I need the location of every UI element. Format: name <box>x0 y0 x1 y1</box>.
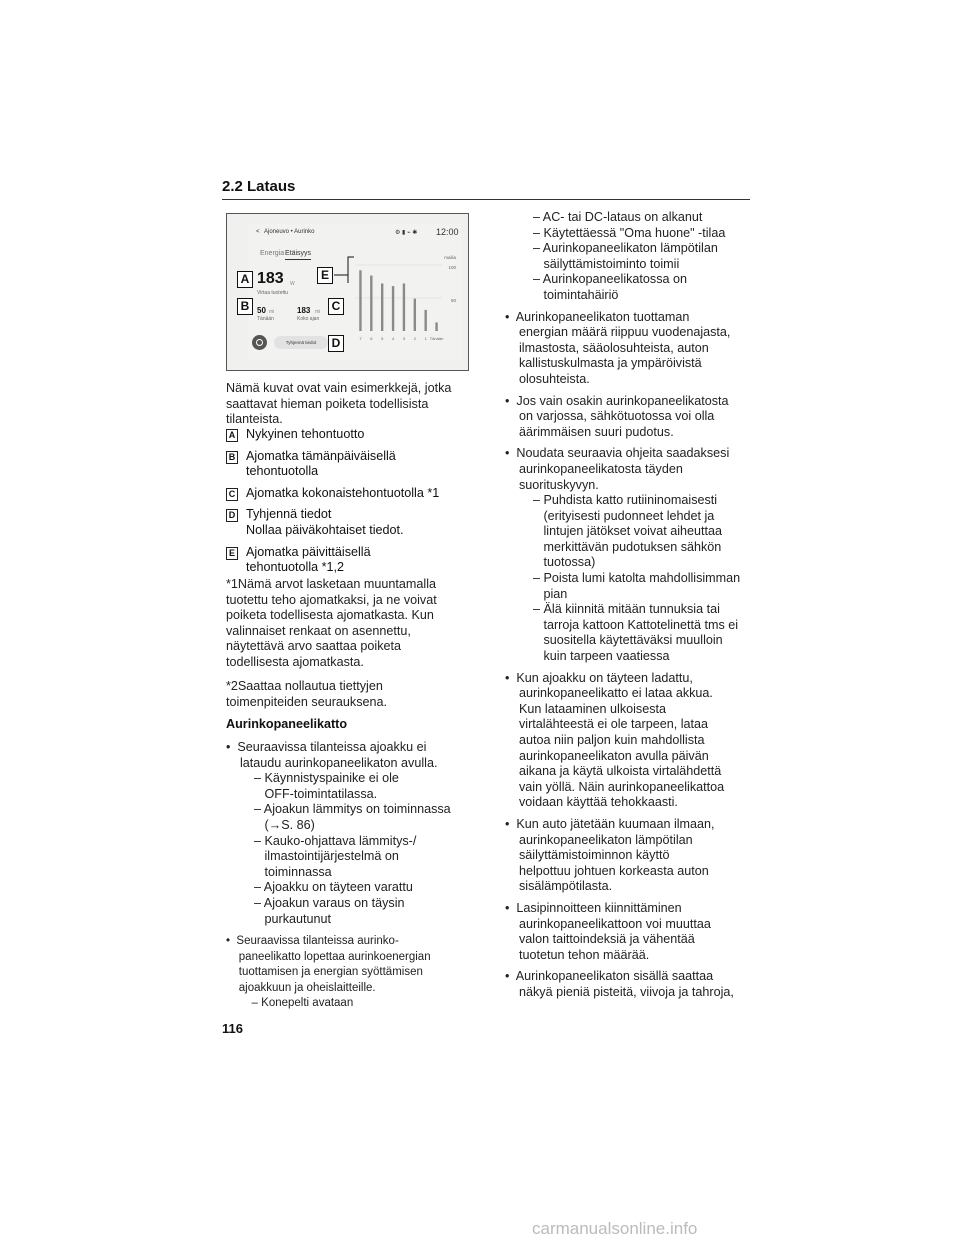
footnote-line: näytettävä arvo saattaa poiketa <box>226 639 402 654</box>
legend-item <box>226 545 476 576</box>
screen-topbar <box>248 223 461 243</box>
callout-d: D <box>328 335 344 352</box>
tab-energia[interactable]: Energia <box>260 250 285 257</box>
footnote-1 <box>226 577 476 671</box>
list-line: energian määrä riippuu vuodenajasta, <box>505 325 731 340</box>
bar <box>370 276 372 331</box>
list-line: Kun lataaminen ulkoisesta <box>505 701 667 716</box>
callout-e: E <box>317 267 333 284</box>
list-line: virtalähteestä ei ole tarpeen, lataa <box>505 717 709 732</box>
today-distance-label: Tänään <box>257 316 274 322</box>
legend-list <box>226 427 476 582</box>
list-line: näkyä pieniä pisteitä, viivoja ja tahroja, <box>505 984 734 999</box>
list-line: • Lasipinnoitteen kiinnittäminen <box>505 900 682 915</box>
footnote-line: *2Saattaa nollautua tiettyjen <box>226 679 383 693</box>
list-line: aikana ja käytä ulkoista virtalähdettä <box>505 764 722 779</box>
x-tick-label: 2 <box>413 336 416 341</box>
tab-etaisyys[interactable]: Etäisyys <box>285 250 311 260</box>
list-line: – Ajoakku on täyteen varattu <box>226 880 413 895</box>
footnote-2 <box>226 679 476 710</box>
list-line: äärimmäisen suuri pudotus. <box>505 424 674 439</box>
list-line: aurinkopaneelikatto ei lataa akkua. <box>505 686 713 701</box>
list-line: sisälämpötilasta. <box>505 879 613 894</box>
list-line: – Aurinkopaneelikatossa on <box>505 272 688 287</box>
solar-screen <box>248 223 461 361</box>
list-line: merkittävän pudotuksen sähkön <box>505 539 722 554</box>
list-line: olosuhteista. <box>505 371 590 386</box>
list-line: vain yöllä. Näin aurinkopaneelikattoa <box>505 779 725 794</box>
list-line: – Käytettäessä "Oma huone" -tilaa <box>505 225 726 240</box>
back-icon[interactable]: < <box>256 229 260 235</box>
clock: 12:00 <box>436 227 459 237</box>
section-title: 2.2 Lataus <box>222 178 296 195</box>
footnote-line: tuotettu teho ajomatkaksi, ja ne voivat <box>226 592 437 607</box>
current-power-unit: W <box>290 281 295 287</box>
legend-item <box>226 449 476 480</box>
list-line: aurinkopaneelikattoon voi muuttaa <box>505 916 711 931</box>
list-line: säilyttämistoiminto toimii <box>505 256 680 271</box>
watermark: carmanualsonline.info <box>532 1219 698 1238</box>
section-divider <box>222 199 750 200</box>
list-line: • Kun auto jätetään kuumaan ilmaan, <box>505 816 715 831</box>
page-number: 116 <box>222 1021 243 1036</box>
x-tick-label: 1 <box>424 336 427 341</box>
legend-text: Tyhjennä tiedot <box>246 507 332 522</box>
x-tick-label: 7 <box>359 336 362 341</box>
bar <box>359 270 361 331</box>
bar <box>424 310 426 331</box>
daily-distance-chart <box>347 253 457 343</box>
callout-c: C <box>328 298 344 315</box>
list-line: suorituskyvyn. <box>505 477 599 492</box>
list-line: voidaan käyttää tehokkaasti. <box>505 795 678 810</box>
legend-key: E <box>226 547 238 560</box>
list-line: – Puhdista katto rutiininomaisesti <box>505 493 718 508</box>
list-line: – Ajoakun varaus on täysin <box>226 895 405 910</box>
legend-key: B <box>226 451 238 464</box>
today-distance-unit: mi <box>269 309 275 315</box>
list-line: – Älä kiinnitä mitään tunnuksia tai <box>505 602 720 617</box>
current-power-label: Virtaa tuotettu <box>257 290 289 296</box>
legend-key: A <box>226 429 238 442</box>
list-line: aurinkopaneelikaton avulla päivän <box>505 748 709 763</box>
status-icons: ⚙ ▮ ⌁ ✱ <box>395 230 418 236</box>
legend-item <box>226 486 476 502</box>
list-line: kuin tarpeen vaatiessa <box>505 649 670 664</box>
list-line: – Konepelti avataan <box>226 997 354 1010</box>
list-line: aurinkopaneelikatosta täyden <box>505 461 683 476</box>
list-line: tuotossa) <box>505 555 596 570</box>
footnote-line: *1Nämä arvot lasketaan muuntamalla <box>226 577 437 591</box>
list-line: (erityisesti pudonneet lehdet ja <box>505 508 715 523</box>
list-line: (→S. 86) <box>226 817 315 832</box>
list-line: • Noudata seuraavia ohjeita saadaksesi <box>505 446 730 461</box>
list-line: – Kauko-ohjattava lämmitys-/ <box>226 833 417 848</box>
list-line: – Ajoakun lämmitys on toiminnassa <box>226 802 451 817</box>
today-distance-value: 50 <box>257 306 266 315</box>
legend-text: Ajomatka päivittäisellä <box>246 544 371 559</box>
footnote-line: todellisesta ajomatkasta. <box>226 654 364 669</box>
list-line: – Käynnistyspainike ei ole <box>226 771 399 786</box>
list-line: – Poista lumi katolta mahdollisimman <box>505 571 741 586</box>
list-line: säilyttämistoiminnon käyttö <box>505 848 670 863</box>
x-tick-label: 4 <box>391 336 395 341</box>
list-line: pian <box>505 586 568 601</box>
left-list-2 <box>226 934 476 1012</box>
list-line: ajoakkuun ja oheislaitteille. <box>226 981 376 994</box>
left-list-1 <box>226 740 476 927</box>
legend-text: Ajomatka kokonaistehontuotolla *1 <box>246 485 440 500</box>
legend-item <box>226 427 476 443</box>
list-line: tuotetun tehon määrää. <box>505 947 650 962</box>
list-line: purkautunut <box>226 911 332 926</box>
list-line: – Aurinkopaneelikaton lämpötilan <box>505 241 718 256</box>
list-line: lataudu aurinkopaneelikaton avulla. <box>226 755 438 770</box>
footnote-line: valinnaiset renkaat on asennettu, <box>226 623 411 638</box>
callout-e-bracket <box>332 255 356 285</box>
legend-text: tehontuotolla *1,2 <box>246 560 345 575</box>
list-line: valon taittoindeksiä ja vähentää <box>505 932 695 947</box>
x-tick-label: 5 <box>381 336 384 341</box>
list-line: toiminnassa <box>226 864 332 879</box>
heading-aurinkopaneelikatto: Aurinkopaneelikatto <box>226 717 348 731</box>
legend-key: C <box>226 488 238 501</box>
list-line: aurinkopaneelikaton lämpötilan <box>505 832 693 847</box>
legend-text: Nollaa päiväkohtaiset tiedot. <box>246 522 404 537</box>
footnote-line: poiketa todellisesta ajomatkasta. Kun <box>226 608 434 623</box>
list-line: tuottamisen ja energian syöttämisen <box>226 966 423 979</box>
breadcrumb: Ajoneuvo • Aurinko <box>264 229 315 235</box>
chart-unit-label: mailia <box>444 255 456 260</box>
clear-data-button[interactable]: Tyhjennä tiedot <box>274 336 328 349</box>
callout-a: A <box>237 271 253 288</box>
x-tick-label: 3 <box>402 336 406 341</box>
bar <box>403 283 405 331</box>
list-line: • Seuraavissa tilanteissa ajoakku ei <box>226 740 427 754</box>
bar <box>435 322 437 331</box>
footnote-line: toimenpiteiden seurauksena. <box>226 694 388 709</box>
y-tick-label: 100 <box>448 265 456 270</box>
current-power-value: 183 <box>257 270 284 287</box>
list-line: toimintahäiriö <box>505 287 619 302</box>
total-distance-value: 183 <box>297 306 311 315</box>
list-line: – AC- tai DC-lataus on alkanut <box>505 210 703 224</box>
callout-b: B <box>237 298 253 315</box>
list-line: helpottuu johtuen korkeasta auton <box>505 863 709 878</box>
list-line: • Seuraavissa tilanteissa aurinko- <box>226 935 399 947</box>
list-line: suositella käytettäväksi muulloin <box>505 633 723 648</box>
list-line: on varjossa, sähkötuotossa voi olla <box>505 409 715 424</box>
list-line: paneelikatto lopettaa aurinkoenergian <box>226 950 431 963</box>
bar <box>381 283 383 331</box>
search-icon[interactable] <box>252 335 267 350</box>
list-line: tarroja kattoon Kattotelinettä tms ei <box>505 617 739 632</box>
list-line: • Jos vain osakin aurinkopaneelikatosta <box>505 393 729 408</box>
list-line: • Kun ajoakku on täyteen ladattu, <box>505 670 693 685</box>
legend-text: Nykyinen tehontuotto <box>246 427 365 441</box>
right-column <box>505 210 755 1001</box>
legend-text: tehontuotolla <box>246 464 319 479</box>
list-line: ilmastointijärjestelmä on <box>226 849 399 864</box>
legend-item <box>226 507 476 538</box>
list-line: ilmastosta, sääolosuhteista, auton <box>505 340 709 355</box>
list-line: kallistuskulmasta ja ympäröivistä <box>505 356 702 371</box>
list-line: lintujen jätökset voivat aiheuttaa <box>505 524 723 539</box>
x-tick-label: Tänään <box>429 336 444 341</box>
list-line: OFF-toimintatilassa. <box>226 786 378 801</box>
list-line: autoa niin paljon kuin mahdollista <box>505 733 705 747</box>
total-distance-unit: mi <box>315 309 321 315</box>
y-tick-label: 50 <box>450 298 456 303</box>
list-line: • Aurinkopaneelikaton tuottaman <box>505 309 690 324</box>
bar <box>414 299 416 331</box>
legend-text: Ajomatka tämänpäiväisellä <box>246 448 396 463</box>
intro-text: Nämä kuvat ovat vain esimerkkejä, jotka saattavat hieman poiketa todellisista tilanteista. <box>226 381 452 427</box>
x-tick-label: 6 <box>370 336 373 341</box>
bar <box>392 286 394 331</box>
list-line: • Aurinkopaneelikaton sisällä saattaa <box>505 969 714 984</box>
total-distance-label: Koko ajan <box>297 316 320 322</box>
legend-key: D <box>226 509 238 522</box>
